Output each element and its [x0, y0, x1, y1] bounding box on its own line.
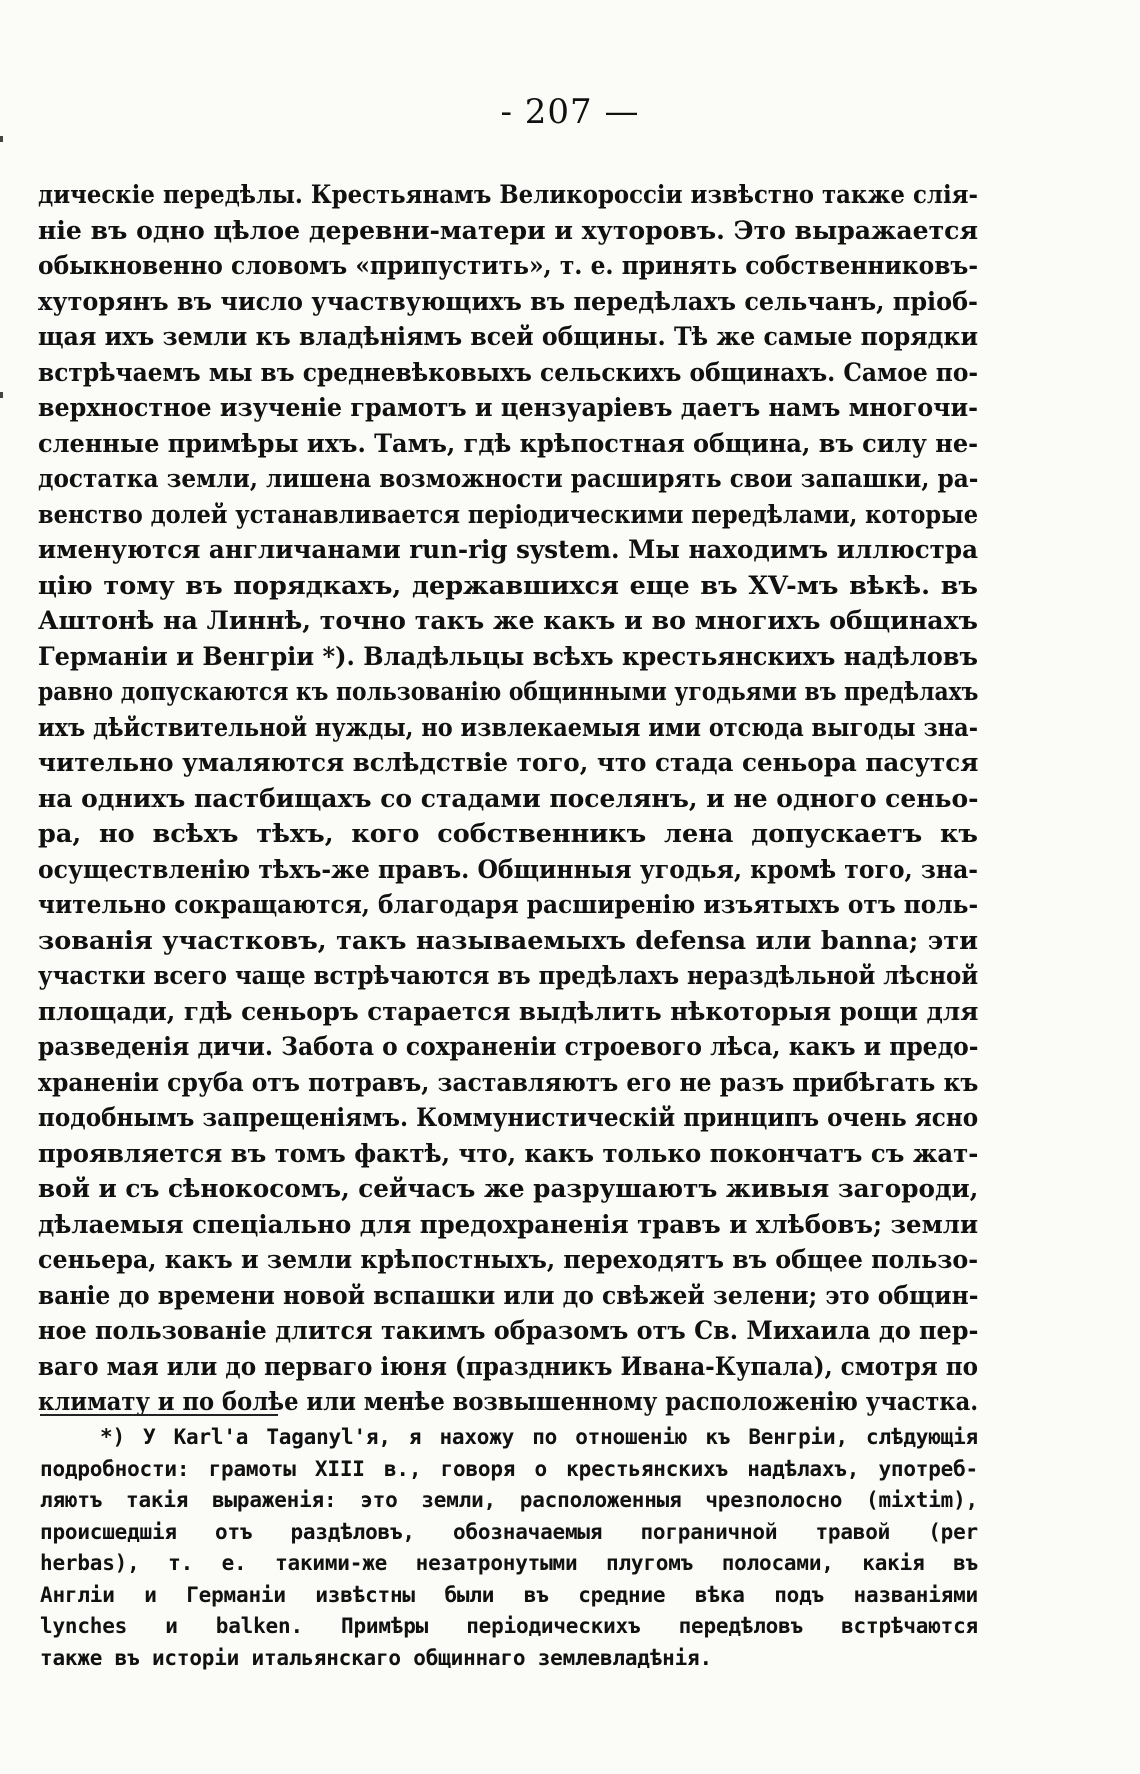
text-line: храненiи сруба отъ потравъ, заставляютъ его не разъ прибѣгать къ — [38, 1067, 979, 1098]
text-line: равно допускаются къ пользованiю общинными угодьями въ предѣлахъ — [38, 677, 979, 707]
text-line: проявляется въ томъ фактѣ, что, какъ только покончатъ съ жат- — [38, 1138, 979, 1169]
text-line: ра, но всѣхъ тѣхъ, кого собственникъ лена допускаетъ къ — [38, 819, 978, 849]
footnote-line: herbas), т. е. такими-же незатронутыми плугомъ полосами, какiя въ — [40, 1551, 978, 1575]
footnote-line: также въ исторiи итальянскаго общиннаго землевладѣнiя. — [40, 1645, 712, 1670]
text-line: участки всего чаще встрѣчаются въ предѣлахъ нераздѣльной лѣсной — [38, 961, 979, 991]
text-line: сеньера, какъ и земли крѣпостныхъ, переходятъ въ общее пользо- — [38, 1245, 979, 1275]
text-line: подобнымъ запрещенiямъ. Коммунистическiй принципъ очень ясно — [38, 1103, 979, 1133]
margin-mark — [0, 136, 3, 142]
text-line: венство долей устанавливается перiодическими передѣлами, которые — [38, 499, 979, 530]
text-line: вой и съ сѣнокосомъ, сейчасъ же разрушаютъ живыя загороди, — [38, 1174, 979, 1204]
text-line: ванiе до времени новой вспашки или до свѣжей зелени; это общин- — [38, 1280, 979, 1311]
text-line: достатка земли, лишена возможности расширять свои запашки, ра- — [38, 464, 979, 494]
footnote-line: *) У Karl'a Taganyl'я, я нахожу по отношенiю къ Венгрiи, слѣдующiя — [100, 1425, 978, 1449]
text-line: разведенiя дичи. Забота о сохраненiи строевого лѣса, какъ и предо- — [38, 1032, 979, 1062]
footnote-line: происшедшiя отъ раздѣловъ, обозначаемыя пограничной травой (per — [40, 1519, 978, 1544]
text-line: верхностное изученiе грамотъ и цензуарiевъ даетъ намъ многочи- — [38, 393, 979, 423]
footnote-line: Англiи и Германiи извѣстны были въ средние вѣка подъ названiями — [40, 1582, 978, 1607]
footnote-divider — [40, 1414, 278, 1416]
footnote-line: ляютъ такiя выраженiя: это земли, расположенныя чрезполосно (mixtim), — [40, 1488, 978, 1512]
text-line: Германiи и Венгрiи *). Владѣльцы всѣхъ крестьянскихъ надѣловъ — [38, 641, 978, 672]
footnote-line: lynches и balken. Примѣры перiодическихъ передѣловъ встрѣчаются — [40, 1614, 978, 1638]
text-line: площади, гдѣ сеньоръ старается выдѣлить нѣкоторыя рощи для — [38, 996, 979, 1027]
body-text — [38, 178, 978, 1421]
text-line: дическiе передѣлы. Крестьянамъ Великороссiи извѣстно также слiя- — [38, 180, 978, 210]
text-line: ное пользованiе длится такимъ образомъ отъ Св. Михаила до пер- — [38, 1316, 979, 1346]
text-line: ихъ дѣйствительной нужды, но извлекаемыя ими отсюда выгоды зна- — [38, 712, 978, 743]
text-line: дѣлаемыя спецiально для предохраненiя травъ и хлѣбовъ; земли — [38, 1209, 979, 1240]
text-line: климату и по болѣе или менѣе возвышенному расположенiю участка. — [38, 1387, 979, 1417]
text-line: зованiя участковъ, такъ называемыхъ defensa или banna; эти — [38, 925, 978, 956]
text-line: сленные примѣры ихъ. Тамъ, гдѣ крѣпостная община, въ силу не- — [38, 428, 979, 459]
text-line: обыкновенно словомъ «припустить», т. е. принять собственниковъ- — [38, 251, 979, 281]
text-line: чительно сокращаются, благодаря расширенiю изъятыхъ отъ поль- — [38, 890, 979, 920]
text-line: цiю тому въ порядкахъ, державшихся еще въ XV-мъ вѣкѣ. въ — [38, 570, 978, 601]
text-line: Аштонѣ на Линнѣ, точно такъ же какъ и во многихъ общинахъ — [38, 606, 978, 636]
margin-mark — [0, 392, 3, 398]
text-line: хуторянъ въ число участвующихъ въ передѣлахъ сельчанъ, прiоб- — [38, 286, 978, 317]
text-line: осуществленiю тѣхъ-же правъ. Общинныя угодья, кромѣ того, зна- — [38, 854, 979, 885]
text-line: ваго мая или до перваго iюня (праздникъ Ивана-Купала), смотря по — [38, 1351, 979, 1382]
text-line: именуются англичанами run-rig system. Мы находимъ иллюстра — [38, 535, 978, 565]
text-line: щая ихъ земли къ владѣнiямъ всей общины. Тѣ же самые порядки — [38, 322, 978, 352]
text-line: чительно умаляются вслѣдствiе того, что стада сеньора пасутся — [38, 748, 979, 778]
text-line: нiе въ одно цѣлое деревни-матери и хуторовъ. Это выражается — [38, 215, 979, 246]
footnote — [40, 1422, 978, 1674]
text-line: на однихъ пастбищахъ со стадами поселянъ, и не одного сеньо- — [38, 783, 979, 814]
page-number: - 207 — — [500, 92, 640, 132]
footnote-line: подробности: грамоты XIII в., говоря о крестьянскихъ надѣлахъ, употреб- — [40, 1456, 978, 1481]
text-line: встрѣчаемъ мы въ средневѣковыхъ сельскихъ общинахъ. Самое по- — [38, 357, 979, 388]
